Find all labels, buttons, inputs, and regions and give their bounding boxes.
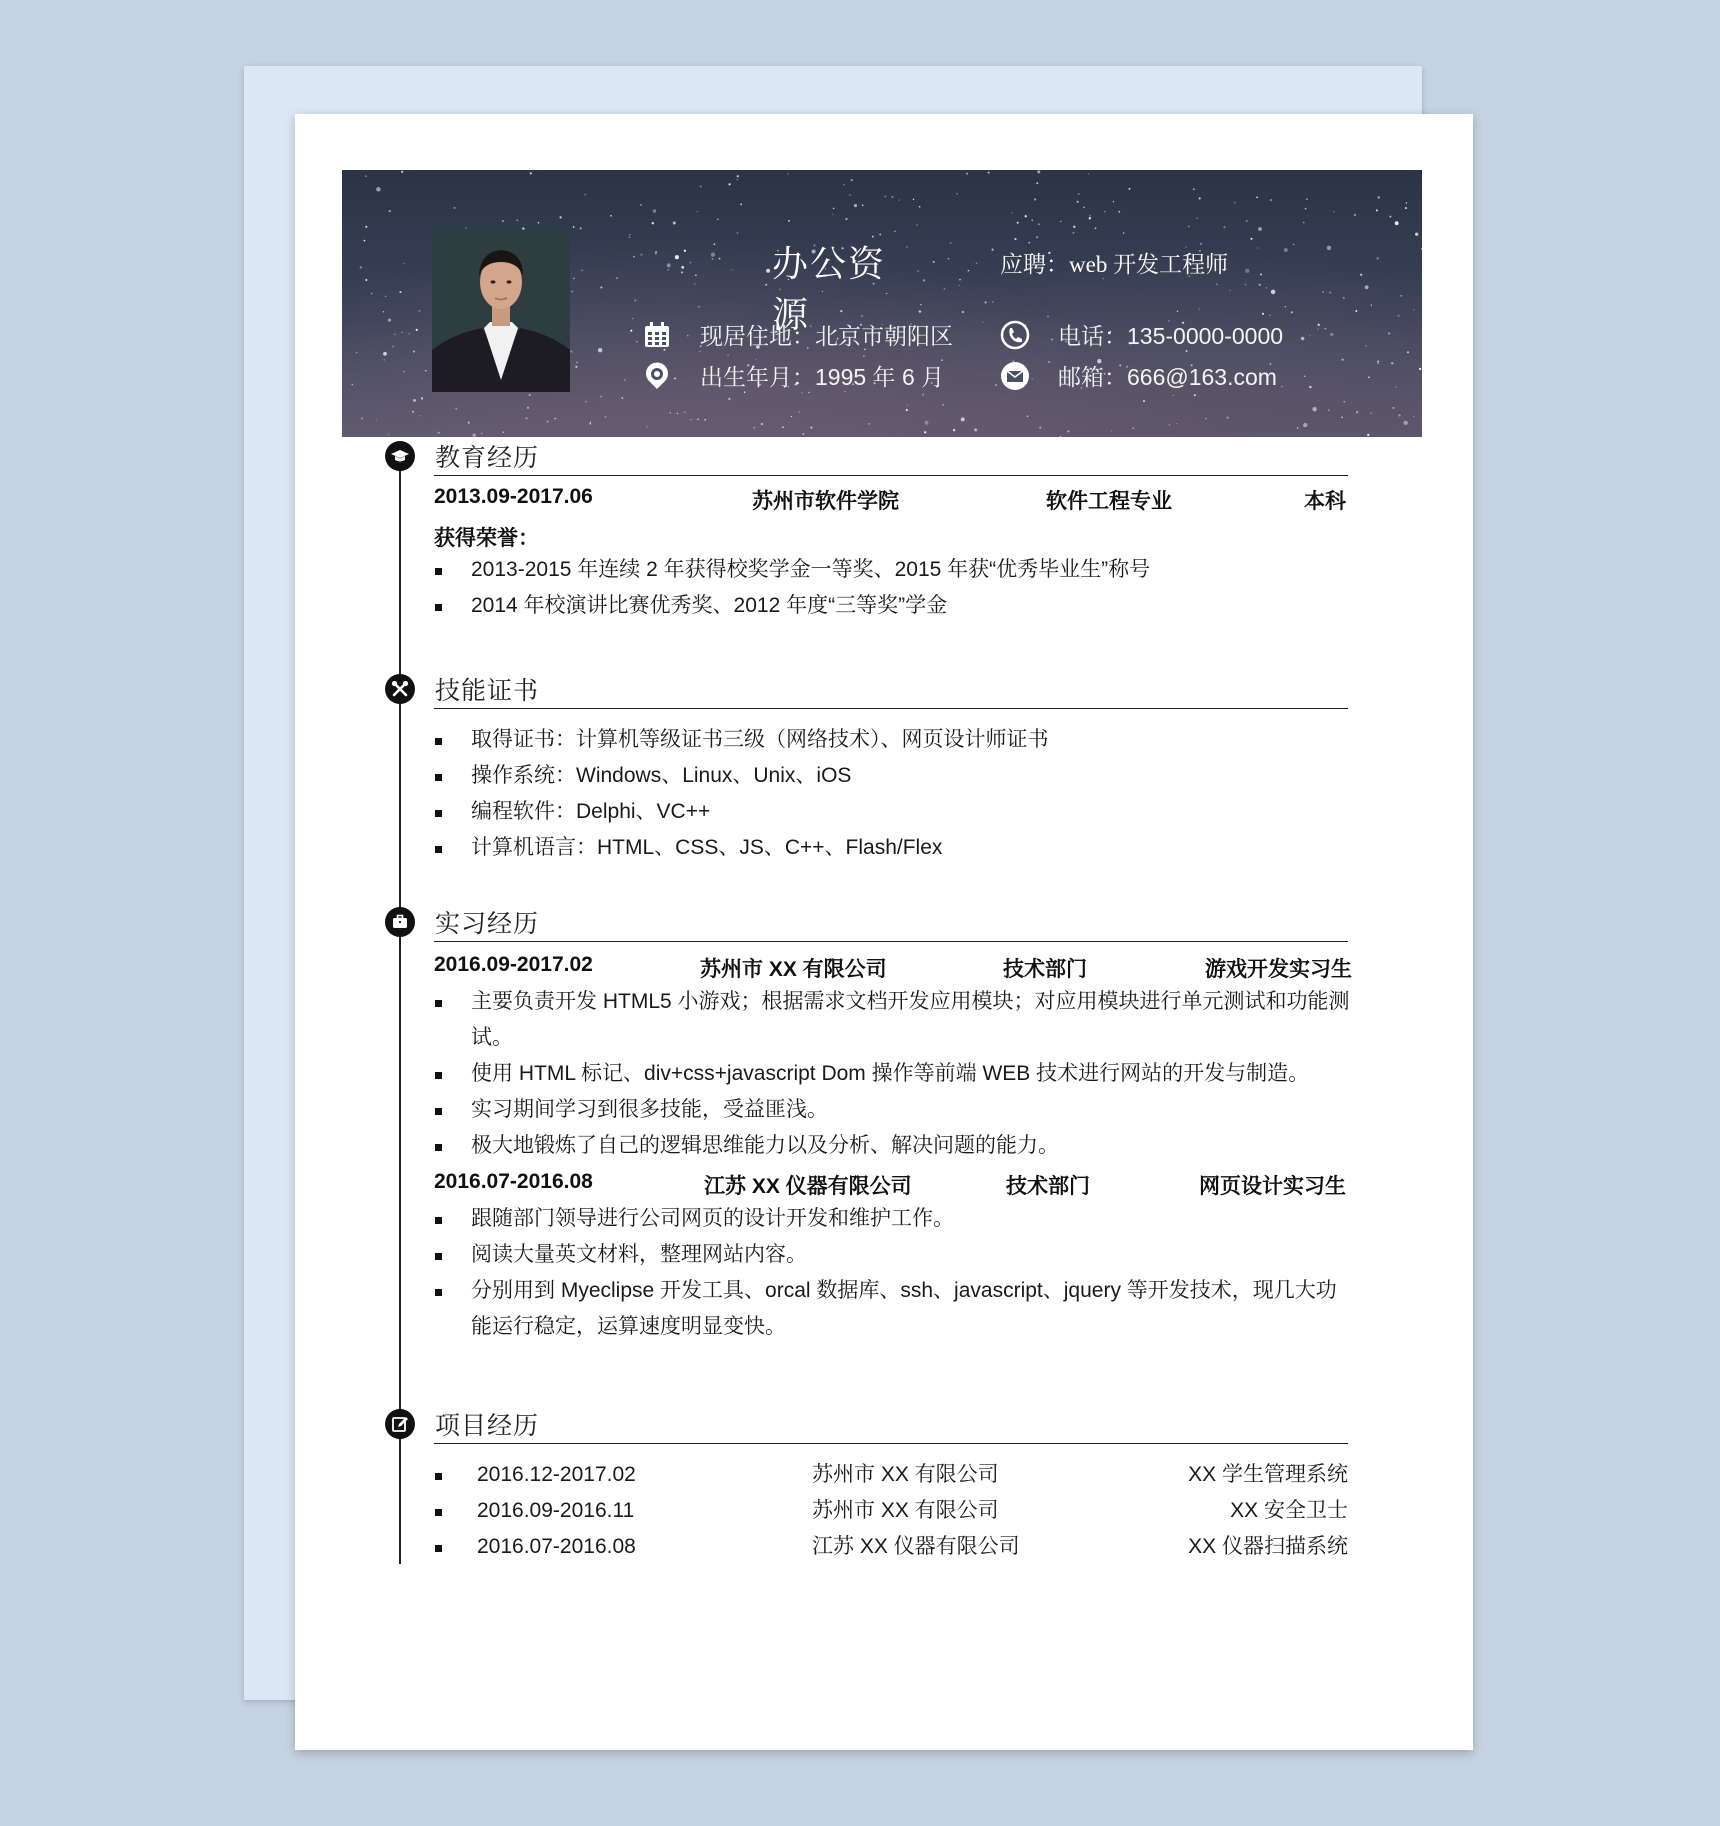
- job-role: 网页设计实习生: [1199, 1175, 1346, 1198]
- calendar-icon: [642, 320, 672, 350]
- resume-header: [342, 170, 1422, 437]
- list-item: 极大地锻炼了自己的逻辑思维能力以及分析、解决问题的能力。: [434, 1128, 1354, 1164]
- education-section: [385, 441, 1385, 617]
- briefcase-icon: [385, 907, 415, 937]
- project-company: 江苏 XX 仪器有限公司: [812, 1535, 1020, 1558]
- education-period: 2013.09-2017.06: [434, 485, 593, 508]
- project-period: 2016.07-2016.08: [477, 1535, 636, 1558]
- edit-icon: [385, 1409, 415, 1439]
- project-period: 2016.09-2016.11: [477, 1499, 635, 1522]
- job-role: 游戏开发实习生: [1205, 958, 1352, 981]
- location-pin-icon: [642, 361, 672, 391]
- graduation-cap-icon: [385, 441, 415, 471]
- education-title: 教育经历: [435, 444, 540, 472]
- phone-info: [1000, 318, 1283, 351]
- project-name: XX 仪器扫描系统: [1188, 1535, 1348, 1558]
- internship-title: 实习经历: [435, 910, 540, 938]
- resume-page: [295, 114, 1473, 1750]
- education-major: 软件工程专业: [1046, 490, 1172, 513]
- residence-text: 现居住地：北京市朝阳区: [700, 323, 953, 349]
- job-duties-list: [434, 1201, 1354, 1345]
- list-item: 实习期间学习到很多技能，受益匪浅。: [434, 1092, 1354, 1128]
- job-dept: 技术部门: [1006, 1175, 1090, 1198]
- project-name: XX 学生管理系统: [1188, 1463, 1348, 1486]
- birth-text: 出生年月：1995 年 6 月: [700, 364, 945, 390]
- project-period: 2016.12-2017.02: [477, 1463, 636, 1486]
- phone-icon: [1000, 320, 1030, 350]
- section-divider: [434, 1443, 1348, 1444]
- projects-title: 项目经历: [435, 1412, 540, 1440]
- email-text: 邮箱：666@163.com: [1058, 364, 1277, 390]
- applied-position: 应聘：web 开发工程师: [1000, 252, 1229, 277]
- internship-section: [385, 907, 1385, 1338]
- projects-section: [385, 1409, 1385, 1558]
- list-item: 操作系统：Windows、Linux、Unix、iOS: [434, 758, 1354, 794]
- section-divider: [434, 708, 1348, 709]
- job-company: 苏州市 XX 有限公司: [700, 958, 887, 981]
- birth-info: [642, 359, 944, 392]
- residence-info: [642, 318, 953, 351]
- job-duties-list: [434, 984, 1354, 1164]
- section-divider: [434, 941, 1348, 942]
- honors-label: 获得荣誉：: [434, 527, 539, 550]
- skills-title: 技能证书: [435, 677, 540, 705]
- email-info: [1000, 359, 1277, 392]
- section-divider: [434, 475, 1348, 476]
- project-name: XX 安全卫士: [1230, 1499, 1348, 1522]
- job-period: 2016.07-2016.08: [434, 1170, 593, 1193]
- list-item: 2014 年校演讲比赛优秀奖、2012 年度“三等奖”学金: [434, 588, 1354, 624]
- list-item: 分别用到 Myeclipse 开发工具、orcal 数据库、ssh、javascript、jquery 等开发技术，现几大功能运行稳定，运算速度明显变快。: [434, 1273, 1354, 1345]
- list-item: 阅读大量英文材料，整理网站内容。: [434, 1237, 1354, 1273]
- list-item: 取得证书：计算机等级证书三级（网络技术）、网页设计师证书: [434, 722, 1354, 758]
- projects-list: [434, 1457, 1352, 1565]
- job-dept: 技术部门: [1003, 958, 1087, 981]
- job-company: 江苏 XX 仪器有限公司: [704, 1175, 912, 1198]
- skills-section: [385, 674, 1385, 859]
- envelope-icon: [1000, 361, 1030, 391]
- timeline-line: [399, 460, 401, 1564]
- list-item: 2013-2015 年连续 2 年获得校奖学金一等奖、2015 年获“优秀毕业生”称号: [434, 552, 1354, 588]
- list-item: 编程软件：Delphi、VC++: [434, 794, 1354, 830]
- education-degree: 本科: [1304, 490, 1346, 513]
- tools-icon: [385, 674, 415, 704]
- phone-text: 电话：135-0000-0000: [1058, 323, 1284, 349]
- list-item: [434, 1457, 1352, 1493]
- job-period: 2016.09-2017.02: [434, 953, 593, 976]
- candidate-name: 办公资源: [772, 243, 887, 335]
- list-item: 主要负责开发 HTML5 小游戏；根据需求文档开发应用模块；对应用模块进行单元测试和功能测试。: [434, 984, 1354, 1056]
- list-item: 计算机语言：HTML、CSS、JS、C++、Flash/Flex: [434, 830, 1354, 866]
- list-item: [434, 1529, 1352, 1565]
- profile-photo: [432, 230, 570, 392]
- project-company: 苏州市 XX 有限公司: [812, 1463, 999, 1486]
- education-school: 苏州市软件学院: [752, 490, 899, 513]
- skills-list: [434, 722, 1354, 866]
- list-item: [434, 1493, 1352, 1529]
- list-item: 使用 HTML 标记、div+css+javascript Dom 操作等前端 WEB 技术进行网站的开发与制造。: [434, 1056, 1354, 1092]
- honors-list: [434, 552, 1354, 624]
- list-item: 跟随部门领导进行公司网页的设计开发和维护工作。: [434, 1201, 1354, 1237]
- project-company: 苏州市 XX 有限公司: [812, 1499, 999, 1522]
